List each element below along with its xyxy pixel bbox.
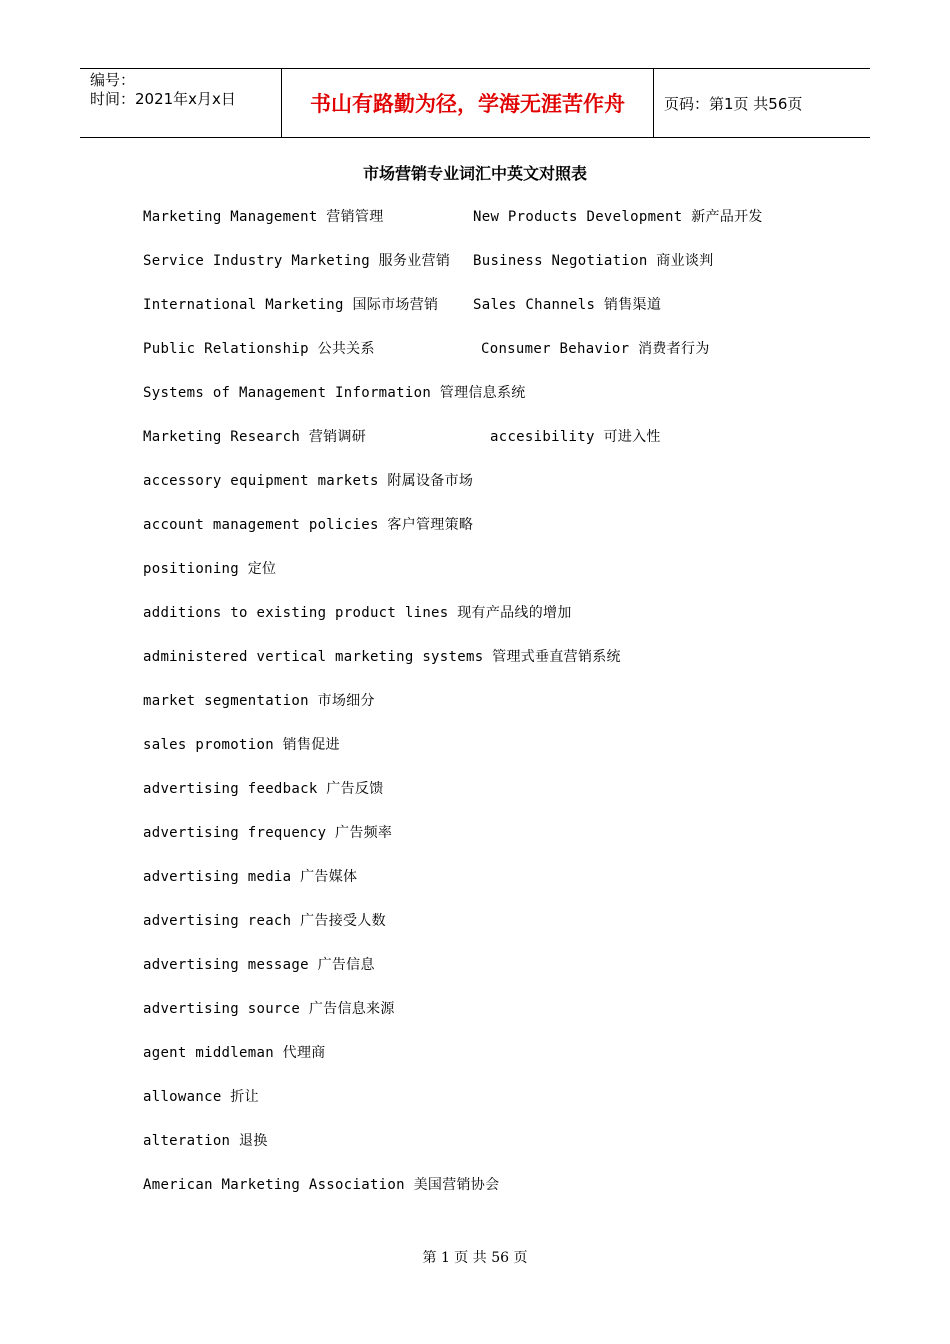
term-item: advertising reach 广告接受人数 <box>143 913 386 929</box>
term-pair-right: accesibility 可进入性 <box>490 429 661 445</box>
term-item: advertising frequency 广告频率 <box>143 825 393 841</box>
header-motto: 书山有路勤为径，学海无涯苦作舟 <box>282 69 654 137</box>
header-meta <box>80 69 282 137</box>
term-item: advertising source 广告信息来源 <box>143 1001 395 1017</box>
term-pair-right: Sales Channels 销售渠道 <box>473 297 662 313</box>
term-item: accessory equipment markets 附属设备市场 <box>143 473 474 489</box>
term-item: market segmentation 市场细分 <box>143 693 375 709</box>
term-pair-left: Public Relationship 公共关系 <box>143 341 375 357</box>
term-item: American Marketing Association 美国营销协会 <box>143 1177 500 1193</box>
term-item: administered vertical marketing systems 管理式垂直营销系统 <box>143 649 621 665</box>
term-pair-left: Service Industry Marketing 服务业营销 <box>143 253 451 269</box>
term-pair-right: Consumer Behavior 消费者行为 <box>481 341 710 357</box>
term-item: allowance 折让 <box>143 1089 259 1105</box>
header-page-info: 页码：第1页 共56页 <box>664 94 803 113</box>
term-pair-right: New Products Development 新产品开发 <box>473 209 763 225</box>
page-footer: 第 1 页 共 56 页 <box>422 1250 528 1266</box>
term-item: alteration 退换 <box>143 1133 268 1149</box>
term-item: agent middleman 代理商 <box>143 1045 326 1061</box>
page-header <box>80 68 870 138</box>
term-item: advertising message 广告信息 <box>143 957 375 973</box>
term-item: sales promotion 销售促进 <box>143 737 340 753</box>
term-pair-left: Marketing Research 营销调研 <box>143 429 367 445</box>
term-item: additions to existing product lines 现有产品线的增加 <box>143 605 572 621</box>
term-item: account management policies 客户管理策略 <box>143 517 474 533</box>
number-label: 编号： <box>90 71 136 89</box>
term-item: positioning 定位 <box>143 561 277 577</box>
date-label: 时间：2021年x月x日 <box>90 90 236 108</box>
term-item: advertising feedback 广告反馈 <box>143 781 384 797</box>
term-pair-right: Business Negotiation 商业谈判 <box>473 253 714 269</box>
term-single: Systems of Management Information 管理信息系统 <box>143 385 526 401</box>
term-item: advertising media 广告媒体 <box>143 869 358 885</box>
document-title: 市场营销专业词汇中英文对照表 <box>362 164 587 183</box>
term-pair-left: Marketing Management 营销管理 <box>143 209 384 225</box>
term-pair-left: International Marketing 国际市场营销 <box>143 297 439 313</box>
